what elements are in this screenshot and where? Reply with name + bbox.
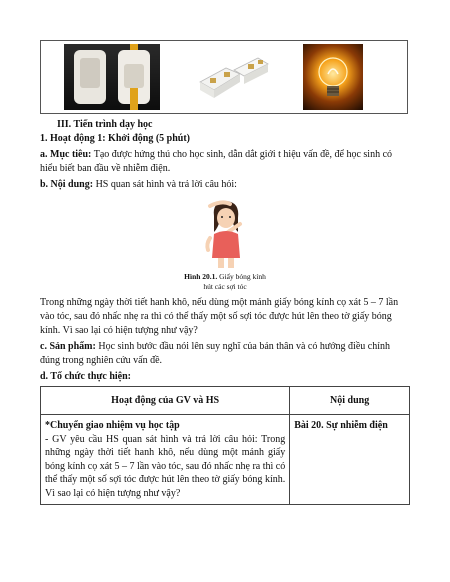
girl-figure-illustration bbox=[196, 198, 256, 270]
table-header-activity: Hoạt động của GV và HS bbox=[41, 387, 290, 415]
figure-caption-line1 bbox=[150, 272, 300, 282]
goal-text: Tạo được hứng thú cho học sinh, dẫn dắt giới t hiệu vấn đề, để học sinh có hiểu biết ban đầu về nhiễm điện. bbox=[40, 149, 393, 174]
task-text: - GV yêu cầu HS quan sát hình và trả lời câu hỏi: Trong những ngày thời tiết hanh khô, nếu dùng một mảnh giấy bóng kính cọ xát 5 – 7 lần vào tóc, sau đó nhấc nhẹ ra thì có thể thấy một số sợi tóc được hút lên theo tờ giấy bóng kính. Vì sao lại có hiện tượng như vậy? bbox=[45, 433, 286, 499]
fuse-photo bbox=[64, 44, 160, 110]
light-bulb-photo bbox=[303, 44, 363, 110]
section-title: III. Tiến trình dạy học bbox=[57, 119, 153, 130]
product-label: c. Sản phẩm: bbox=[40, 341, 96, 352]
organization-heading: d. Tổ chức thực hiện: bbox=[40, 371, 131, 382]
product-paragraph bbox=[40, 340, 410, 368]
product-text: Học sinh bước đầu nói lên suy nghĩ của bản thân và có hướng điều chỉnh đúng trong nghiên cứu vấn đề. bbox=[40, 341, 390, 366]
table-header-row bbox=[41, 387, 410, 415]
table-header-content: Nội dung bbox=[290, 387, 410, 415]
content-text: HS quan sát hình và trả lời câu hỏi: bbox=[93, 179, 237, 190]
activity-heading: 1. Hoạt động 1: Khởi động (5 phút) bbox=[40, 133, 191, 144]
table-row bbox=[41, 415, 410, 505]
table-cell-content: Bài 20. Sự nhiễm điện bbox=[290, 415, 410, 505]
goal-paragraph bbox=[40, 148, 410, 176]
content-label: b. Nội dung: bbox=[40, 179, 94, 190]
task-title: *Chuyển giao nhiệm vụ học tập bbox=[45, 420, 180, 431]
goal-label: a. Mục tiêu: bbox=[40, 149, 92, 160]
activity-table bbox=[40, 386, 410, 505]
figure-caption-label: Hình 20.1. bbox=[184, 272, 218, 281]
fuse-holder-photo bbox=[196, 44, 271, 110]
table-cell-activity bbox=[41, 415, 290, 505]
content-paragraph bbox=[40, 178, 410, 192]
figure-caption-text: Giấy bóng kính bbox=[217, 272, 266, 281]
image-strip bbox=[40, 40, 408, 114]
figure-caption-line2: hút các sợi tóc bbox=[203, 282, 247, 291]
question-paragraph: Trong những ngày thời tiết hanh khô, nếu dùng một mảnh giấy bóng kính cọ xát 5 – 7 lần vào tóc, sau đó nhấc nhẹ ra thì có thể thấy một số sợi tóc được hút lên theo tờ giấy bóng kính. Vì sao lại có hiện tượng như vậy? bbox=[40, 297, 399, 336]
